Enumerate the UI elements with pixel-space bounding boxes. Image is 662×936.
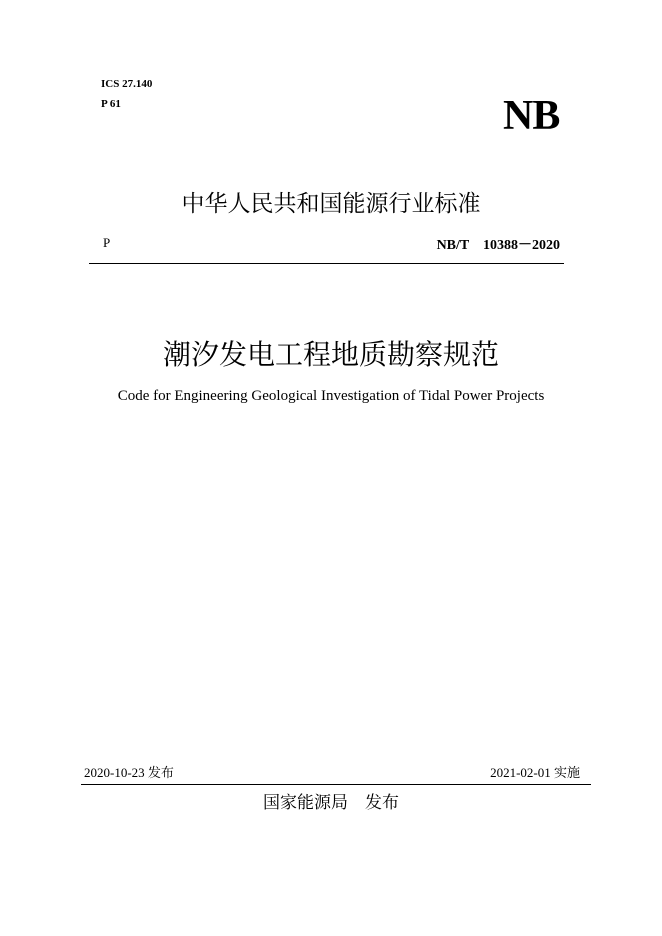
document-title-english: Code for Engineering Geological Investigation of Tidal Power Projects bbox=[117, 388, 545, 404]
top-divider bbox=[89, 263, 564, 264]
filing-mark: P bbox=[103, 235, 111, 250]
nb-logo: NB bbox=[503, 93, 560, 139]
implementation-date: 2021-02-01 实施 bbox=[490, 765, 580, 780]
ccs-code: P 61 bbox=[101, 98, 121, 110]
ics-code: ICS 27.140 bbox=[101, 78, 153, 90]
standard-number: NB/T 10388－2020 bbox=[436, 238, 560, 253]
issue-date: 2020-10-23 发布 bbox=[84, 765, 174, 780]
standard-category: 中华人民共和国能源行业标准 bbox=[181, 191, 481, 217]
document-title-chinese: 潮汐发电工程地质勘察规范 bbox=[162, 338, 499, 371]
issuing-authority: 国家能源局 发布 bbox=[263, 793, 399, 813]
bottom-divider bbox=[81, 784, 591, 785]
